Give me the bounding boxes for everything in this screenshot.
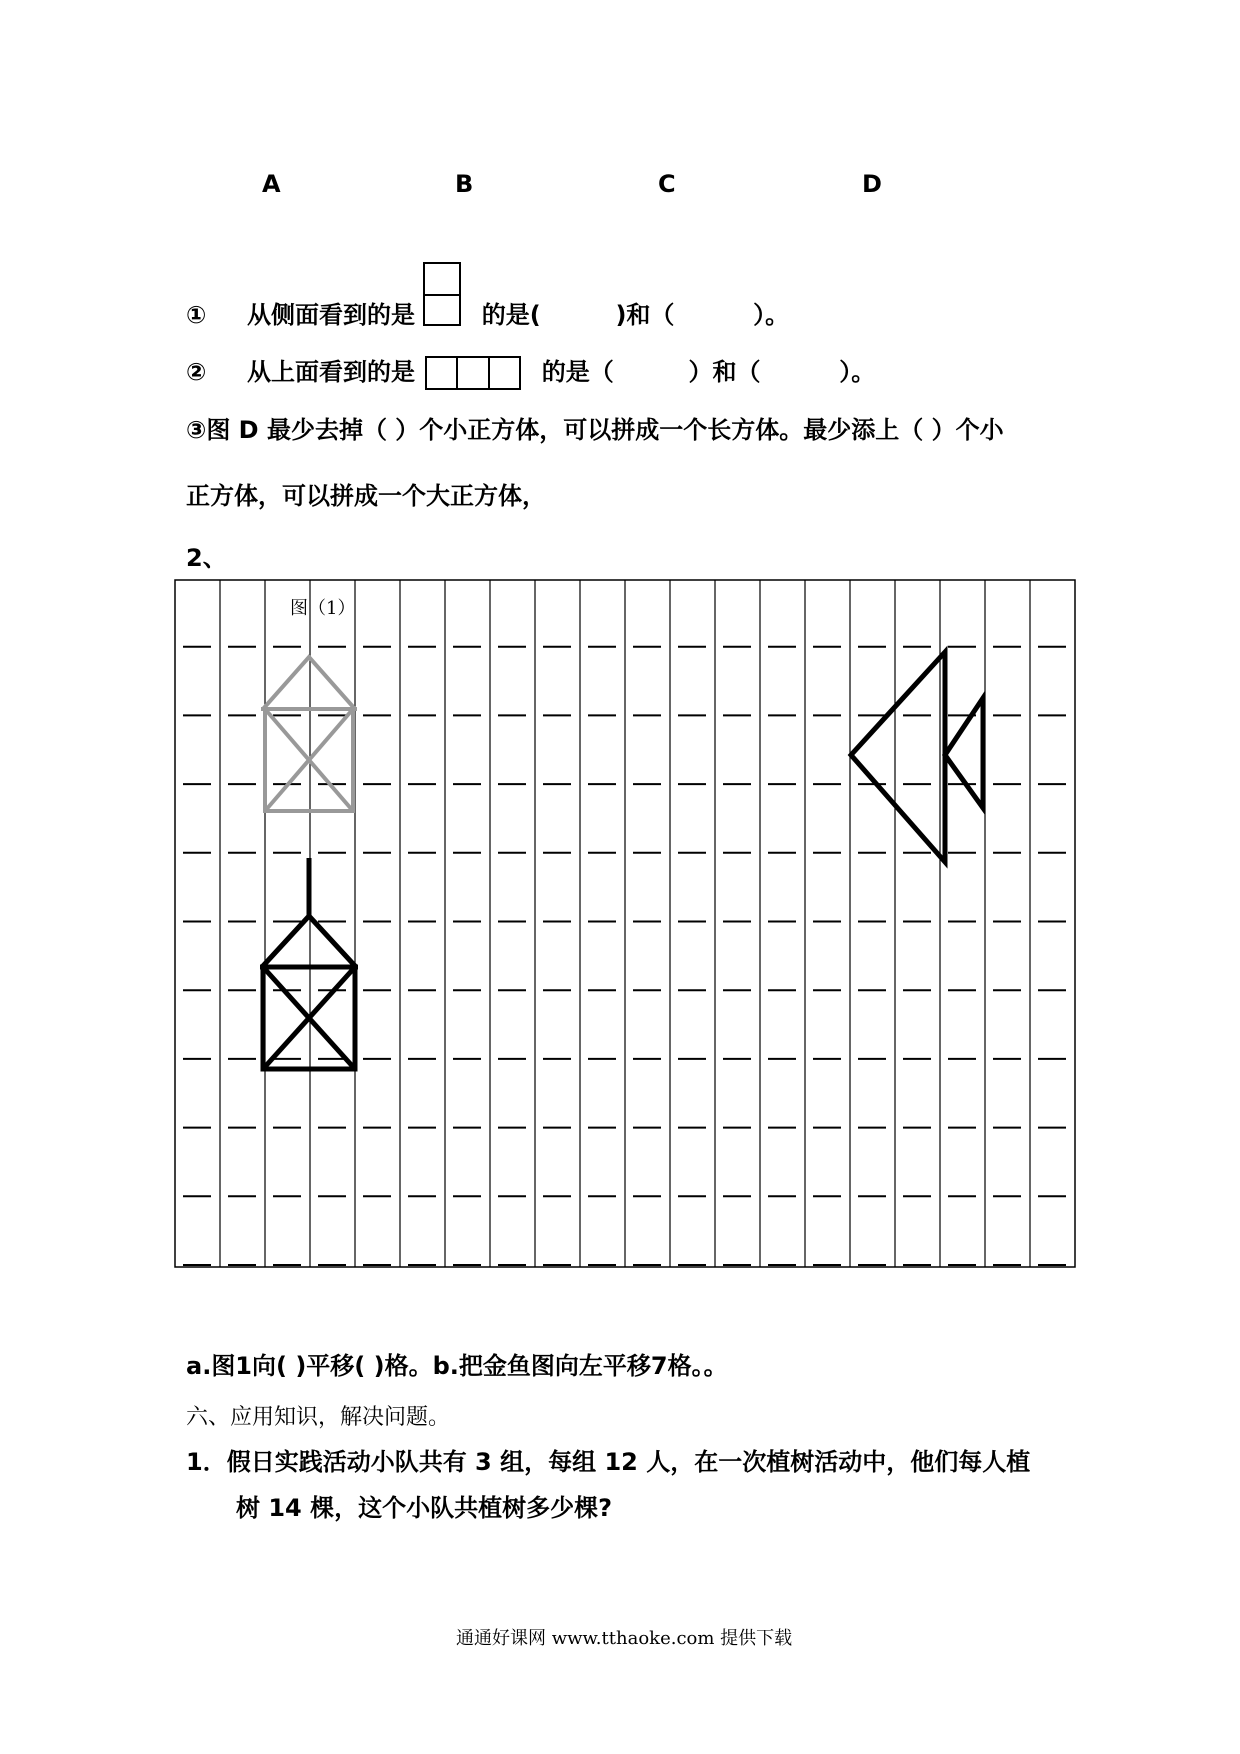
option-a: A (262, 170, 281, 198)
house-figure-ghost (261, 657, 357, 811)
question-1-text-end: ）。 (753, 301, 790, 329)
question-1-text-mid: )和（ (615, 301, 675, 329)
question-1-text-after: 的是( (481, 301, 541, 329)
page-footer: 通通好课网 www.tthaoke.com 提供下载 (456, 1628, 793, 1649)
figure-1-label: 图（1） (290, 598, 356, 619)
question-1-marker: ① (186, 301, 207, 329)
problem-1-line-2: 树 14 棵，这个小队共植树多少棵? (236, 1494, 613, 1522)
question-3-line-1: ③图 D 最少去掉（ ）个小正方体，可以拼成一个长方体。最少添上（ ）个小 (186, 416, 1004, 444)
question-1-text-before: 从侧面看到的是 (247, 301, 416, 329)
question-2-marker: ② (186, 358, 207, 386)
question-2-text-mid: ）和（ (688, 358, 761, 386)
question-2-text-after: 的是（ (541, 358, 614, 386)
option-b: B (455, 170, 474, 198)
question-3-line-2: 正方体，可以拼成一个大正方体， (186, 482, 546, 510)
grid-lines (175, 580, 1075, 1267)
task-a-b: a.图1向( )平移( )格。b.把金鱼图向左平移7格。。 (186, 1352, 728, 1380)
house-figure-1 (260, 858, 358, 1069)
section-6-title: 六、应用知识，解决问题。 (186, 1405, 451, 1430)
section-2-label: 2、 (186, 544, 227, 572)
problem-1-line-1: 1．假日实践活动小队共有 3 组，每组 12 人，在一次植树活动中，他们每人植 (186, 1448, 1031, 1476)
goldfish-figure (851, 652, 983, 862)
option-c: C (658, 170, 676, 198)
option-d: D (862, 170, 882, 198)
question-2-text-before: 从上面看到的是 (247, 358, 416, 386)
question-2-text-end: ）。 (839, 358, 876, 386)
